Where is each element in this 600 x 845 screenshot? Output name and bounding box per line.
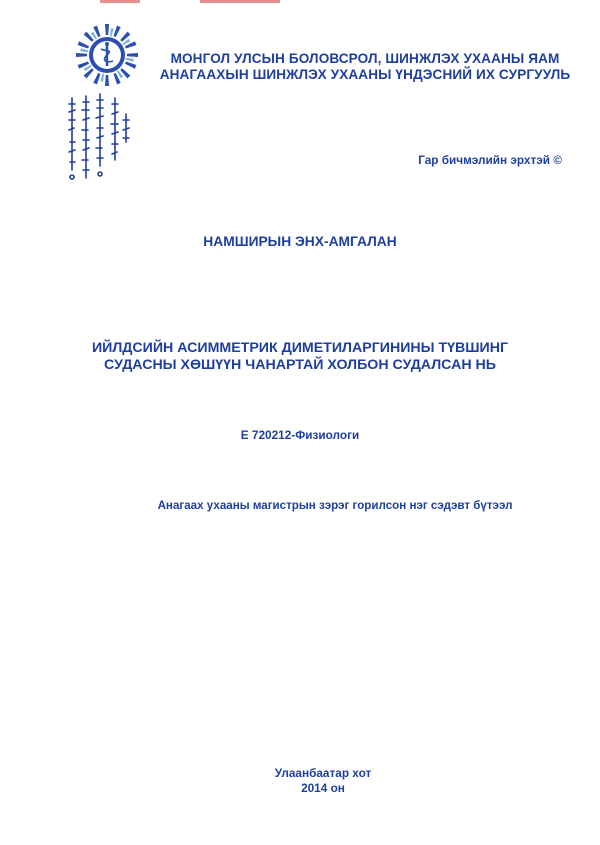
thesis-title-line1: ИЙЛДСИЙН АСИММЕТРИК ДИМЕТИЛАРГИНИНЫ ТҮВШИНГ (91, 340, 509, 356)
city-name: Улаанбаатар хот (274, 766, 372, 780)
copyright-notice: Гар бичмэлийн эрхтэй © (418, 153, 562, 167)
degree-statement: Анагаах ухааны магистрын зэрэг горилсон нэг сэдэвт бүтээл (157, 499, 513, 512)
thesis-title-line2: СУДАСНЫ ХӨШҮҮН ЧАНАРТАЙ ХОЛБОН СУДАЛСАН НЬ (104, 357, 496, 373)
specialty-code: Е 720212-Физиологи (240, 428, 360, 442)
university-emblem-icon (74, 22, 140, 88)
scan-mark (200, 0, 280, 3)
mongolian-script-icon (60, 90, 140, 185)
university-name: АНАГААХЫН ШИНЖЛЭХ УХААНЫ ҮНДЭСНИЙ ИХ СУРГУУЛЬ (159, 67, 571, 82)
publication-year: 2014 он (301, 781, 345, 795)
ministry-name: МОНГОЛ УЛСЫН БОЛОВСРОЛ, ШИНЖЛЭХ УХААНЫ ЯАМ (170, 51, 560, 66)
author-name: НАМШИРЫН ЭНХ-АМГАЛАН (203, 234, 397, 249)
scan-mark (100, 0, 140, 3)
